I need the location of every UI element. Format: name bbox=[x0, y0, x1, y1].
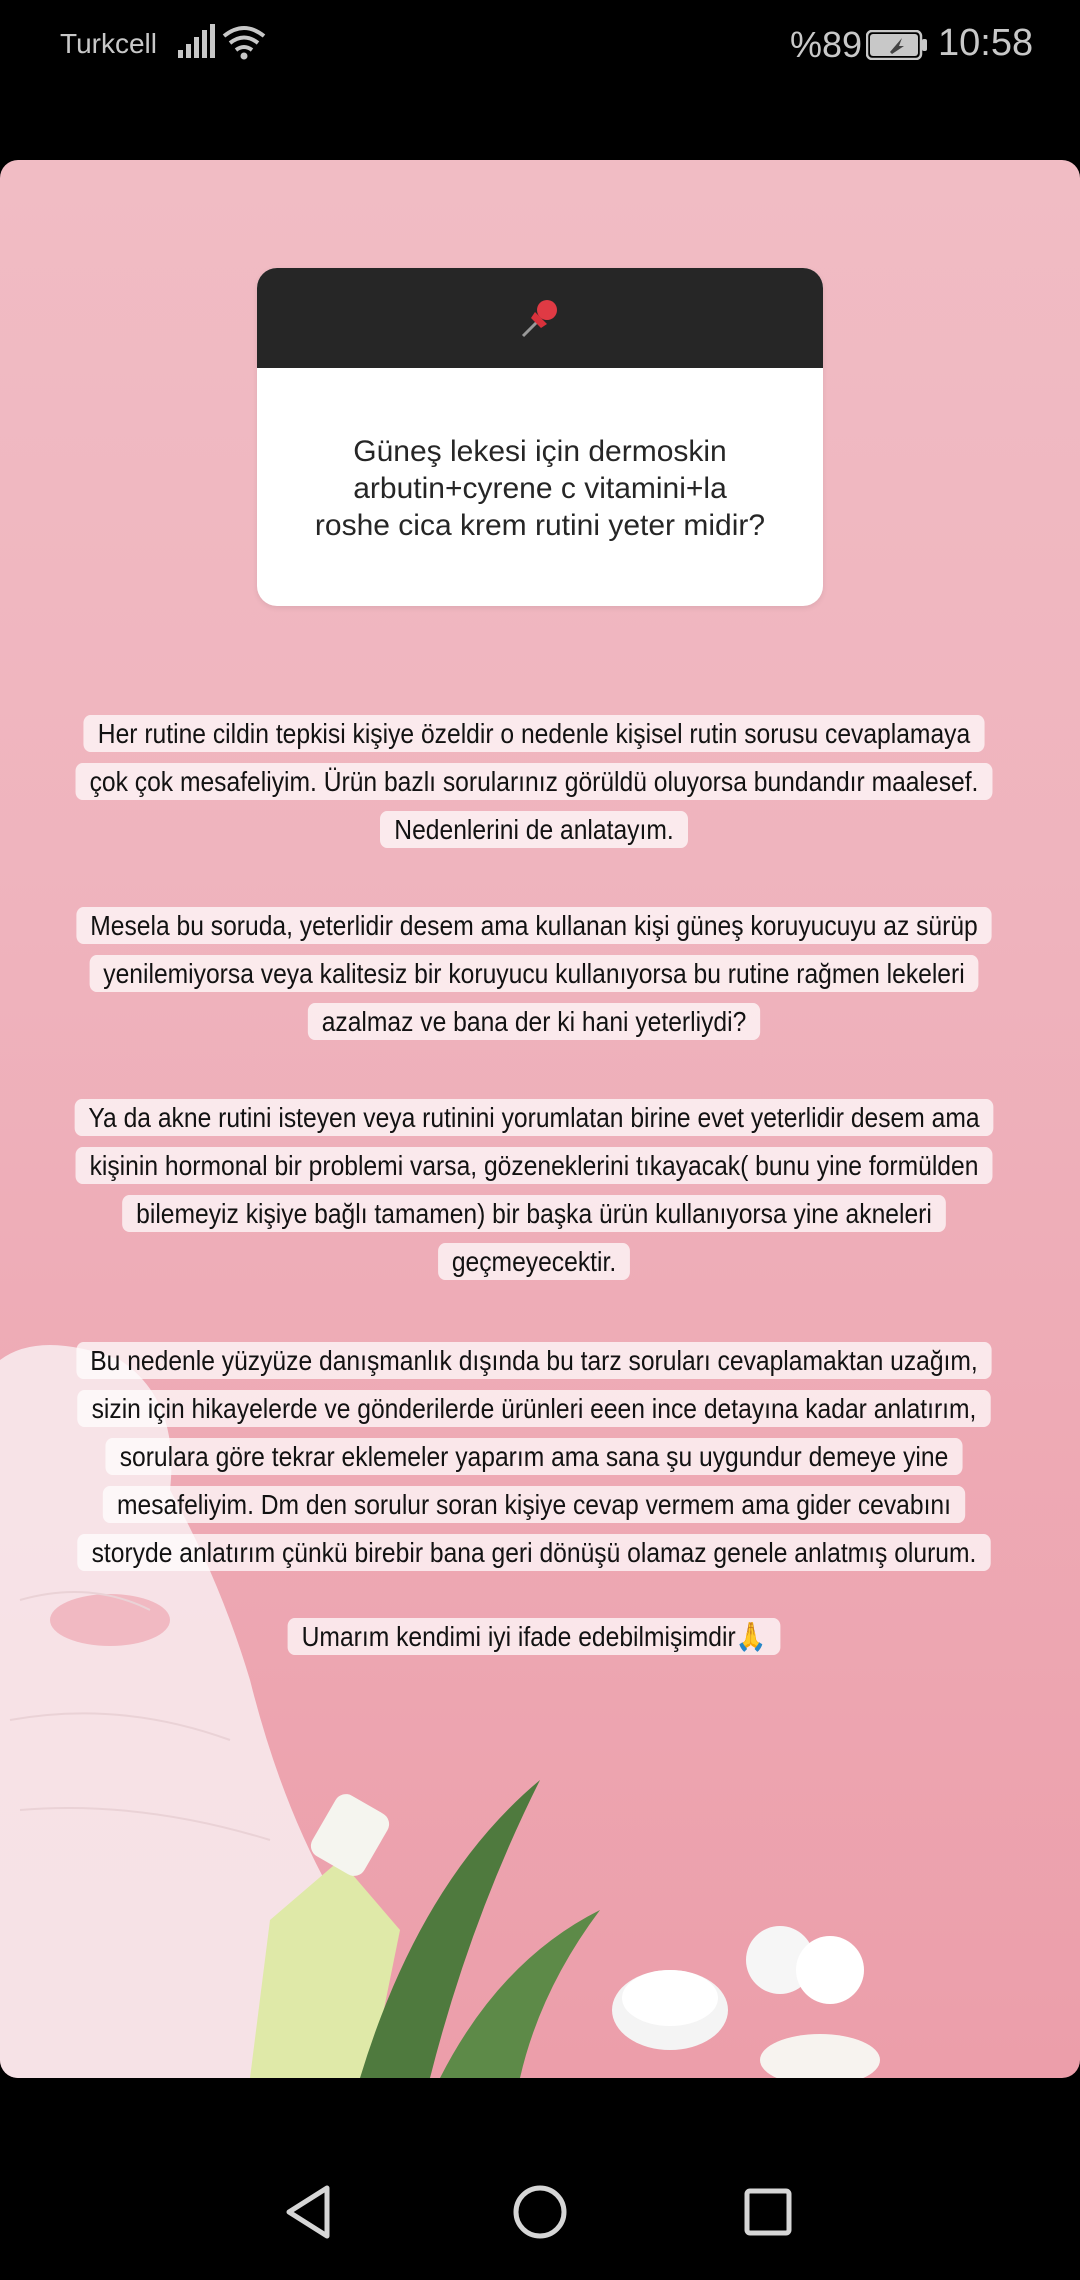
story-text-paragraph-3: Ya da akne rutini isteyen veya rutinini yorumlatan birine evet yeterlidir desem ama kişinin hormonal bir problemi varsa, gözeneklerini tıkayacak( bunu yine formülden bilemeyiz kişiye bağlı tamamen) bir başka ürün kullanıyorsa yine akneleri geçmeyecektir. bbox=[0, 1094, 1080, 1286]
navigation-bar bbox=[0, 2078, 1080, 2280]
question-text: Güneş lekesi için dermoskin arbutin+cyrene c vitamini+la roshe cica krem rutini yeter midir? bbox=[314, 435, 766, 542]
carrier-name: Turkcell bbox=[60, 28, 157, 59]
pin-icon bbox=[515, 294, 565, 344]
story-text-paragraph-1: Her rutine cildin tepkisi kişiye özeldir o nedenle kişisel rutin sorusu cevaplamaya çok çok mesafeliyim. Ürün bazlı sorularınız görüldü oluyorsa bundandır maalesef. Nedenlerini de anlatayım. bbox=[0, 710, 1080, 854]
home-icon[interactable] bbox=[512, 2184, 568, 2240]
story-text-paragraph-2: Mesela bu soruda, yeterlidir desem ama kullanan kişi güneş koruyucuyu az sürüp yenilemiyorsa veya kalitesiz bir koruyucu kullanıyorsa bu rutine rağmen lekeleri azalmaz ve bana der ki hani yeterliydi? bbox=[0, 902, 1080, 1046]
story-text-paragraph-4: Bu nedenle yüzyüze danışmanlık dışında bu tarz soruları cevaplamaktan uzağım, sizin için hikayelerde ve gönderilerde ürünleri eeen ince detayına kadar anlatırım, sorulara göre tekrar eklemeler yaparım ama sana şu uygundur demeye yine mesafeliyim. Dm den sorulur soran kişiye cevap vermem ama gider cevabını storyde anlatırım çünkü birebir bana geri dönüşü olamaz genele anlatmış olurum. bbox=[0, 1337, 1080, 1577]
back-icon[interactable] bbox=[283, 2184, 333, 2240]
wifi-icon bbox=[222, 24, 266, 62]
status-bar bbox=[0, 0, 1080, 92]
clock: 10:58 bbox=[938, 22, 1034, 64]
battery-icon bbox=[866, 30, 928, 60]
question-header bbox=[257, 268, 823, 368]
praying-hands-icon: 🙏 bbox=[735, 1621, 767, 1652]
story-text-paragraph-5 bbox=[0, 1613, 1080, 1661]
closing-line: Umarım kendimi iyi ifade edebilmişimdir🙏 bbox=[288, 1618, 781, 1655]
recent-apps-icon[interactable] bbox=[744, 2188, 792, 2236]
battery-percent: %89 bbox=[790, 24, 863, 65]
story-card[interactable] bbox=[0, 160, 1080, 2078]
question-sticker bbox=[257, 268, 823, 606]
signal-icon bbox=[178, 24, 216, 60]
